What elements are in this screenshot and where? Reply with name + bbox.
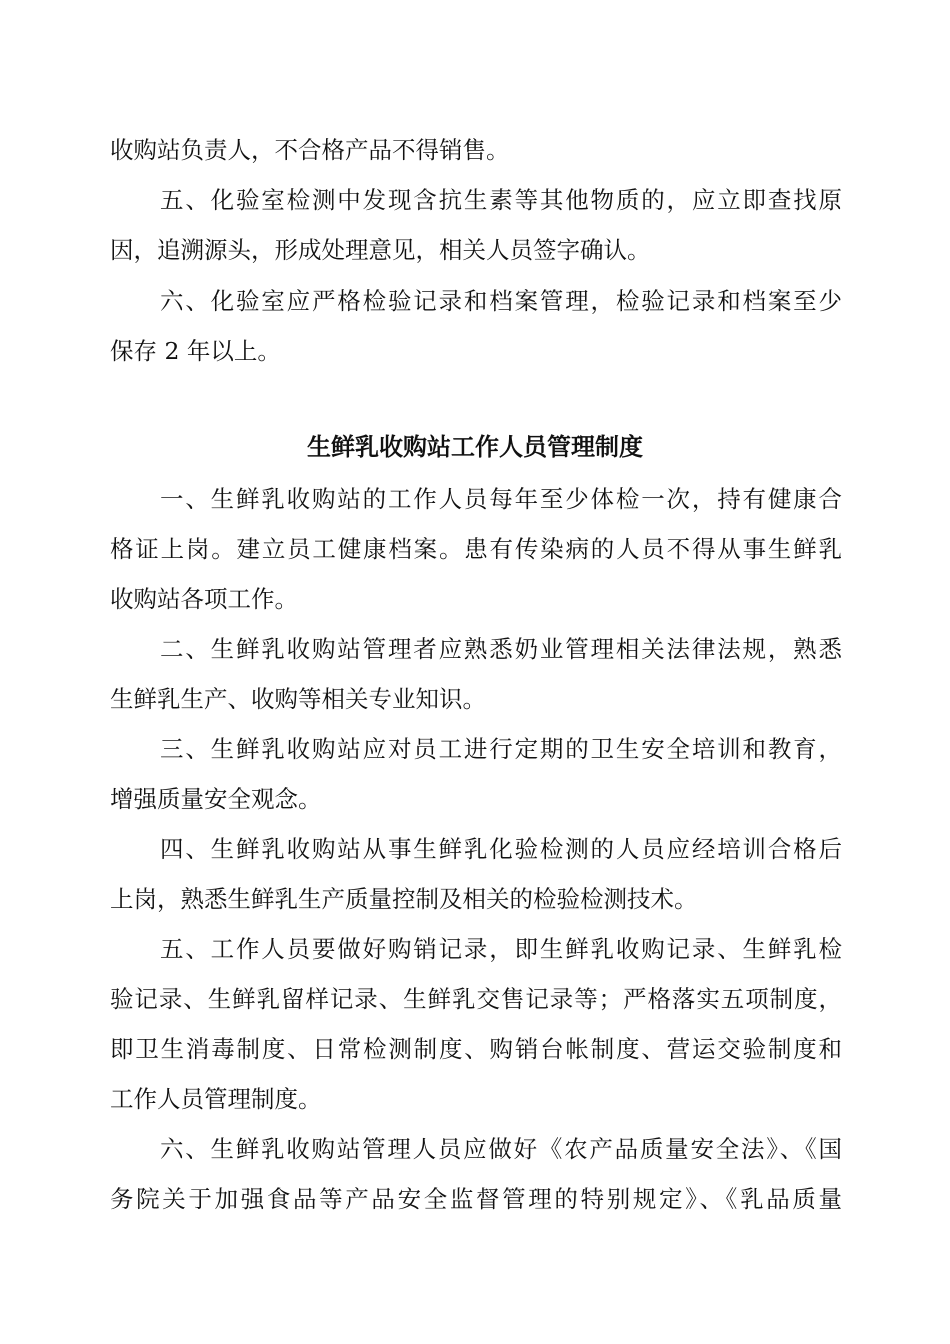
text-line: 格证上岗。建立员工健康档案。患有传染病的人员不得从事生鲜乳 xyxy=(110,535,842,563)
text-line: 因，追溯源头，形成处理意见，相关人员签字确认。 xyxy=(110,236,651,264)
section-title: 生鲜乳收购站工作人员管理制度 xyxy=(307,432,643,461)
text-line: 收购站负责人，不合格产品不得销售。 xyxy=(110,136,510,164)
text-line: 增强质量安全观念。 xyxy=(110,785,322,813)
text-line: 二、生鲜乳收购站管理者应熟悉奶业管理相关法律法规，熟悉 xyxy=(160,635,842,663)
text-line: 三、生鲜乳收购站应对员工进行定期的卫生安全培训和教育， xyxy=(160,735,842,763)
text-line: 五、化验室检测中发现含抗生素等其他物质的，应立即查找原 xyxy=(160,186,842,214)
text-line: 四、生鲜乳收购站从事生鲜乳化验检测的人员应经培训合格后 xyxy=(160,835,842,863)
text-line: 六、生鲜乳收购站管理人员应做好《农产品质量安全法》、《国 xyxy=(160,1135,842,1163)
text-line: 六、化验室应严格检验记录和档案管理，检验记录和档案至少 xyxy=(160,287,842,315)
text-line: 工作人员管理制度。 xyxy=(110,1085,322,1113)
text-line: 五、工作人员要做好购销记录，即生鲜乳收购记录、生鲜乳检 xyxy=(160,935,842,963)
text-line: 生鲜乳生产、收购等相关专业知识。 xyxy=(110,685,486,713)
text-line: 即卫生消毒制度、日常检测制度、购销台帐制度、营运交验制度和 xyxy=(110,1035,842,1063)
text-line: 务院关于加强食品等产品安全监督管理的特别规定》、《乳品质量 xyxy=(110,1185,842,1213)
text-line: 上岗，熟悉生鲜乳生产质量控制及相关的检验检测技术。 xyxy=(110,885,698,913)
text-line: 收购站各项工作。 xyxy=(110,585,298,613)
text-line: 一、生鲜乳收购站的工作人员每年至少体检一次，持有健康合 xyxy=(160,485,842,513)
text-line: 保存 2 年以上。 xyxy=(110,337,281,365)
text-line: 验记录、生鲜乳留样记录、生鲜乳交售记录等；严格落实五项制度， xyxy=(110,985,842,1013)
